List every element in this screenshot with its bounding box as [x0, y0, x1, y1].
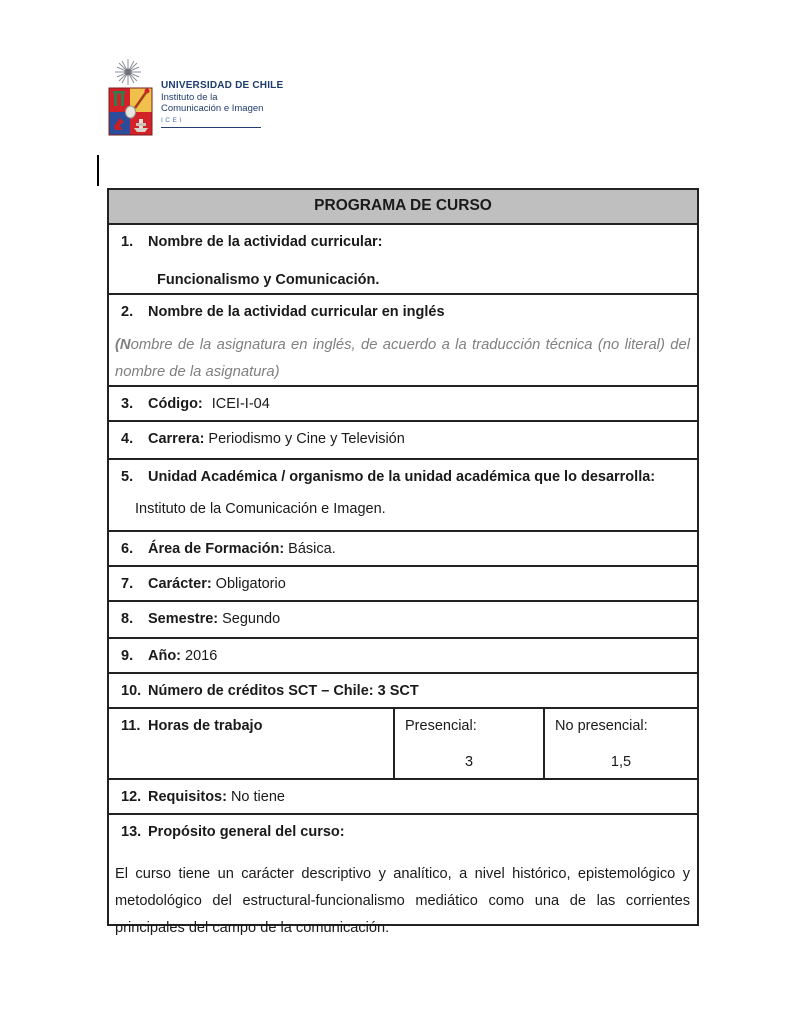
row-5-label-line: [109, 460, 697, 487]
text-cursor-mark: [97, 155, 99, 186]
presencial-label: Presencial:: [405, 718, 477, 734]
row-6-number: 6.: [121, 541, 134, 557]
hours-columns: [109, 709, 697, 778]
row-9-label-line: [109, 639, 697, 666]
table-row-8: [109, 602, 697, 639]
row-3-label-line: [109, 387, 697, 414]
table-title: PROGRAMA DE CURSO: [109, 190, 697, 225]
row-12-label-line: [109, 780, 697, 807]
career-value: Periodismo y Cine y Televisión: [208, 431, 405, 447]
semester-value: Segundo: [222, 611, 281, 627]
hours-label: Horas de trabajo: [148, 718, 263, 734]
row-1-number: 1.: [121, 234, 134, 250]
table-row-2: [109, 295, 697, 387]
table-row-4: [109, 422, 697, 460]
course-name-value: Funcionalismo y Comunicación.: [157, 272, 380, 288]
presencial-value: 3: [464, 754, 474, 770]
row-1-label-line: [109, 225, 697, 252]
row-13-number: 13.: [121, 824, 142, 840]
university-name: UNIVERSIDAD DE CHILE: [161, 80, 284, 91]
university-shield-icon: [108, 58, 154, 136]
row-11-number: 11.: [121, 718, 141, 734]
row-8-label-line: [109, 602, 697, 629]
no-presencial-value: 1,5: [610, 754, 632, 770]
university-logo: [108, 58, 283, 136]
credits-label: Número de créditos SCT – Chile: 3 SCT: [148, 683, 419, 699]
row-11-label-line: [109, 709, 393, 736]
row-7-label-line: [109, 567, 697, 594]
row-5-label: Unidad Académica / organismo de la unidad académica que lo desarrolla:: [148, 469, 656, 485]
row-12-number: 12.: [121, 789, 142, 805]
table-row-6: [109, 532, 697, 567]
row-6-label: Área de Formación:: [148, 541, 285, 557]
academic-unit-value: Instituto de la Comunicación e Imagen.: [135, 501, 386, 517]
course-program-table: [107, 188, 699, 936]
table-row-11: [109, 709, 697, 780]
table-row-5: [109, 460, 697, 532]
purpose-body-text: El curso tiene un carácter descriptivo y analítico, a nivel histórico, epistemológico y metodológico del estructural-funcionalismo mediático como una de las corrientes principales del campo de la comunicación.: [115, 866, 690, 936]
row-2-label: Nombre de la actividad curricular en inglés: [148, 304, 445, 320]
row-3-number: 3.: [121, 396, 134, 412]
row-9-label: Año:: [148, 648, 182, 664]
table-row-9: [109, 639, 697, 674]
institute-acronym: ICEI: [161, 117, 261, 128]
no-presencial-cell: [545, 709, 697, 778]
row-7-label: Carácter:: [148, 576, 212, 592]
row-5-number: 5.: [121, 469, 134, 485]
requisites-value: No tiene: [230, 789, 285, 805]
character-value: Obligatorio: [215, 576, 286, 592]
row-3-label: Código:: [148, 396, 203, 412]
presencial-cell: [395, 709, 545, 778]
no-presencial-label: No presencial:: [555, 718, 648, 734]
table-row-3: [109, 387, 697, 422]
row-8-number: 8.: [121, 611, 134, 627]
row-10-label-line: [109, 674, 697, 701]
row-4-label: Carrera:: [148, 431, 205, 447]
row-13-label-line: [109, 815, 697, 842]
english-name-note: (Nombre de la asignatura en inglés, de acuerdo a la traducción técnica (no literal) del nombre de la asignatura): [115, 337, 690, 380]
code-value: ICEI-I-04: [211, 396, 270, 412]
row-6-label-line: [109, 532, 697, 559]
hours-label-cell: [109, 709, 395, 778]
row-2-number: 2.: [121, 304, 134, 320]
institute-name-line1: Instituto de la: [161, 92, 218, 103]
purpose-label: Propósito general del curso:: [148, 824, 345, 840]
row-2-label-line: [109, 295, 697, 322]
row-1-label: Nombre de la actividad curricular:: [148, 234, 383, 250]
year-value: 2016: [185, 648, 218, 664]
table-row-12: [109, 780, 697, 815]
requisites-label: Requisitos:: [148, 789, 227, 805]
area-value: Básica.: [288, 541, 336, 557]
row-10-number: 10.: [121, 683, 142, 699]
row-4-number: 4.: [121, 431, 134, 447]
row-9-number: 9.: [121, 648, 134, 664]
institute-name-line2: Comunicación e Imagen: [161, 103, 264, 115]
row-8-label: Semestre:: [148, 611, 219, 627]
table-row-10: [109, 674, 697, 709]
table-row-13: [109, 815, 697, 936]
row-7-number: 7.: [121, 576, 134, 592]
university-logo-text: [161, 80, 283, 128]
table-row-7: [109, 567, 697, 602]
row-4-label-line: [109, 422, 697, 449]
table-row-1: [109, 225, 697, 295]
